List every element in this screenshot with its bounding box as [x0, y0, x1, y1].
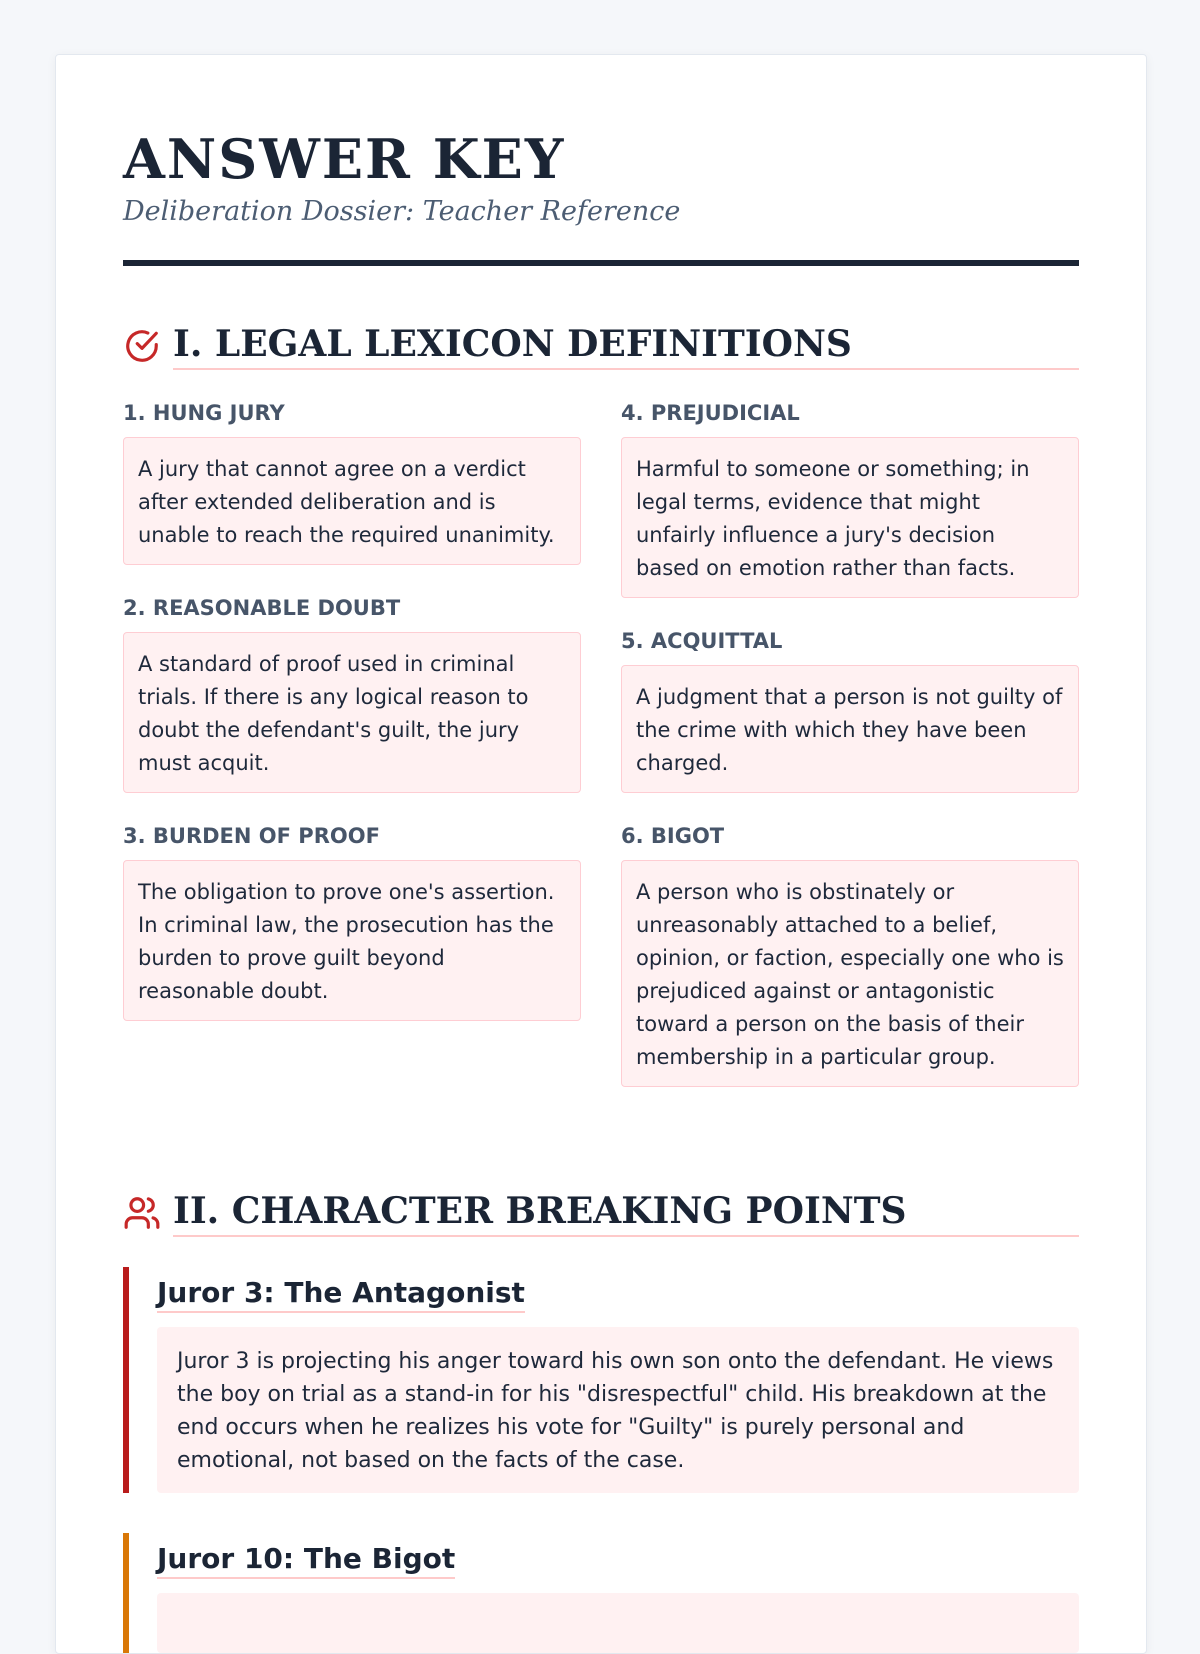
lexicon-item	[621, 823, 1079, 1087]
lexicon-definition: The obligation to prove one's assertion. In criminal law, the prosecution has the burden to prove guilt beyond reasonable doubt.	[123, 860, 581, 1021]
lexicon-term: 5. ACQUITTAL	[621, 629, 783, 653]
check-circle-icon	[123, 327, 161, 365]
users-icon	[123, 1194, 161, 1232]
lexicon-definition: Harmful to someone or something; in legal terms, evidence that might unfairly influence a jury's decision based on emotion rather than facts.	[621, 437, 1079, 598]
lexicon-item	[123, 823, 581, 1021]
lexicon-item	[621, 400, 1079, 598]
title-divider	[123, 260, 1079, 266]
section-characters-header	[123, 1189, 1079, 1237]
answer-key-sheet	[55, 54, 1147, 1654]
section-lexicon-header	[123, 322, 1079, 370]
lexicon-grid	[123, 400, 1079, 1117]
character-card-juror-10	[123, 1533, 1079, 1653]
lexicon-item	[123, 400, 581, 565]
lexicon-column-right	[621, 400, 1079, 1117]
lexicon-term: 4. PREJUDICIAL	[621, 401, 800, 425]
character-name: Juror 3: The Antagonist	[157, 1275, 525, 1313]
lexicon-definition: A standard of proof used in criminal trials. If there is any logical reason to doubt the defendant's guilt, the jury must acquit.	[123, 632, 581, 793]
lexicon-term: 2. REASONABLE DOUBT	[123, 596, 401, 620]
lexicon-definition: A jury that cannot agree on a verdict after extended deliberation and is unable to reach the required unanimity.	[123, 437, 581, 565]
section-characters-title: II. CHARACTER BREAKING POINTS	[173, 1189, 1079, 1237]
character-analysis	[157, 1593, 1079, 1653]
lexicon-term: 6. BIGOT	[621, 824, 725, 848]
page-subtitle: Deliberation Dossier: Teacher Reference	[123, 196, 681, 227]
character-name: Juror 10: The Bigot	[157, 1541, 455, 1579]
lexicon-definition: A person who is obstinately or unreasonably attached to a belief, opinion, or faction, especially one who is prejudiced against or antagonistic toward a person on the basis of their membership in a particular group.	[621, 860, 1079, 1087]
lexicon-item	[621, 628, 1079, 793]
lexicon-column-left	[123, 400, 581, 1117]
lexicon-item	[123, 595, 581, 793]
section-lexicon-title: I. LEGAL LEXICON DEFINITIONS	[173, 322, 1079, 370]
lexicon-term: 3. BURDEN OF PROOF	[123, 824, 380, 848]
lexicon-definition: A judgment that a person is not guilty of the crime with which they have been charged.	[621, 665, 1079, 793]
character-analysis: Juror 3 is projecting his anger toward his own son onto the defendant. He views the boy on trial as a stand-in for his "disrespectful" child. His breakdown at the end occurs when he realizes his vote for "Guilty" is purely personal and emotional, not based on the facts of the case.	[157, 1327, 1079, 1493]
page-title: ANSWER KEY	[123, 127, 566, 191]
lexicon-term: 1. HUNG JURY	[123, 401, 285, 425]
character-card-juror-3	[123, 1267, 1079, 1493]
